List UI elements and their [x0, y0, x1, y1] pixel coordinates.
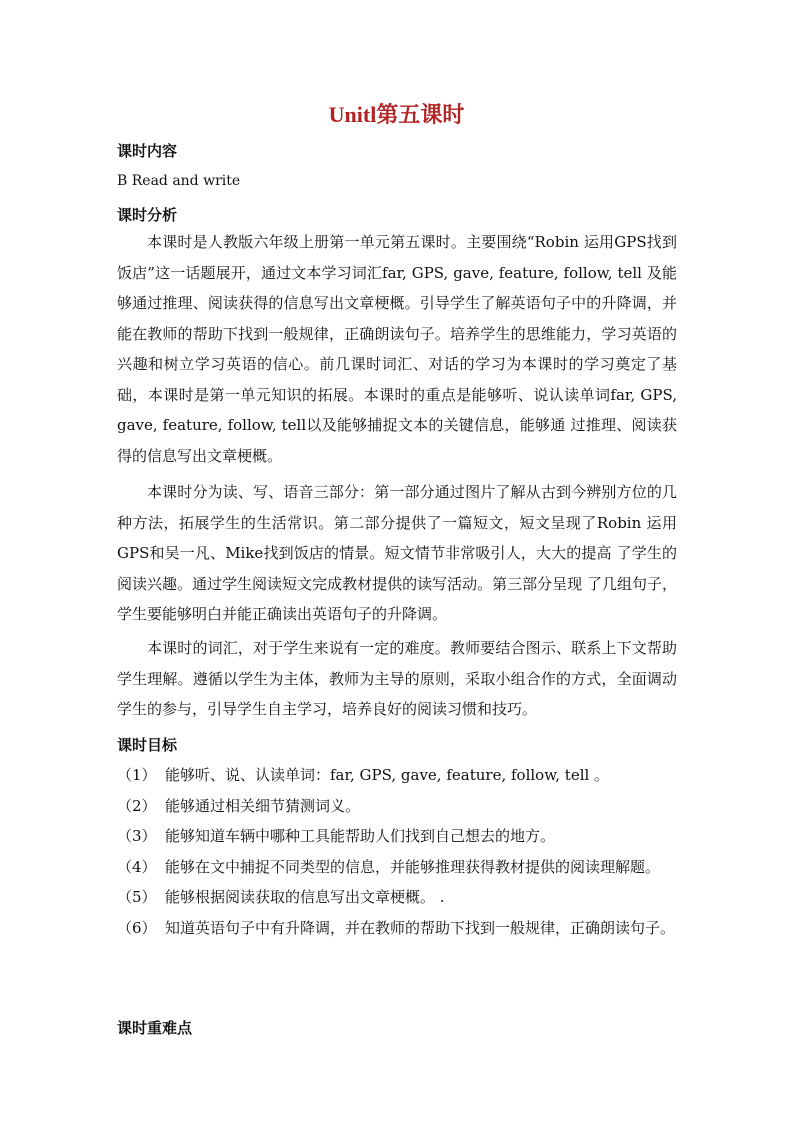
goal-number: （6）	[117, 918, 157, 937]
goal-text: 知道英语句子中有升降调，并在教师的帮助下找到一般规律，正确朗读句子。	[165, 918, 676, 937]
goal-item	[117, 882, 692, 913]
goal-number: （1）	[117, 766, 157, 784]
content-text: B Read and write	[117, 173, 241, 189]
goal-number: （5）	[117, 888, 157, 906]
goal-number: （3）	[117, 827, 157, 845]
goal-number: （2）	[117, 796, 157, 815]
page-title: Unitl第五课时	[328, 102, 465, 127]
section-heading-analysis: 课时分析	[117, 206, 178, 224]
goal-item	[117, 913, 692, 944]
goal-item	[117, 791, 692, 822]
goal-item	[117, 760, 692, 791]
goals-list	[117, 760, 692, 943]
analysis-paragraph-2: 本课时分为读、写、语音三部分：第一部分通过图片了解从古到今辨别方位的几种方法，拓展学生的生活常识。第二部分提供了一篇短文，短文呈现了Robin 运用GPS和吴一凡、Mike找到饭店的情景。短文情节非常吸引人，大大的提高 了学生的阅读兴趣。通过学生阅读短文完成教材提供的读写活动。第三部分呈现 了几组句子，学生要能够明白并能正确读出英语句子的升降调。	[117, 483, 677, 623]
analysis-paragraph-3: 本课时的词汇，对于学生来说有一定的难度。教师要结合图示、联系上下文帮助学生理解。遵循以学生为主体，教师为主导的原则，采取小组合作的方式，全面调动学生的参与，引导学生自主学习，培养良好的阅读习惯和技巧。	[117, 639, 677, 718]
goal-text: 能够听、说、认读单词：far, GPS, gave, feature, follow, tell 。	[165, 766, 610, 784]
goal-text: 能够根据阅读获取的信息写出文章梗概。 .	[165, 888, 445, 906]
goal-number: （4）	[117, 857, 157, 876]
goal-text: 能够知道车辆中哪种工具能帮助人们找到自己想去的地方。	[165, 827, 556, 845]
section-heading-difficulty: 课时重难点	[117, 1019, 193, 1037]
analysis-paragraph-1: 本课时是人教版六年级上册第一单元第五课时。主要围绕“Robin 运用GPS找到饭店”这一话题展开，通过文本学习词汇far, GPS, gave, feature, follow, tell 及能够通过推理、阅读获得的信息写出文章梗概。引导学生了解英语句子中的升降调，并能在教师的帮助下找到一般规律，正确朗读句子。培养学生的思维能力，学习英语的兴趣和树立学习英语的信心。前几课时词汇、对话的学习为本课时的学习奠定了基础，本课时是第一单元知识的拓展。本课时的重点是能够听、说认读单词far, GPS, gave, feature, follow, tell以及能够捕捉文本的关键信息，能够通 过推理、阅读获得的信息写出文章梗概。	[117, 233, 677, 465]
goal-item	[117, 821, 692, 852]
section-heading-goals: 课时目标	[117, 736, 178, 754]
goal-text: 能够通过相关细节猜测词义。	[165, 796, 361, 815]
goal-text: 能够在文中捕捉不同类型的信息，并能够推理获得教材提供的阅读理解题。	[165, 857, 661, 876]
goal-item	[117, 852, 692, 883]
section-heading-content: 课时内容	[117, 142, 178, 160]
